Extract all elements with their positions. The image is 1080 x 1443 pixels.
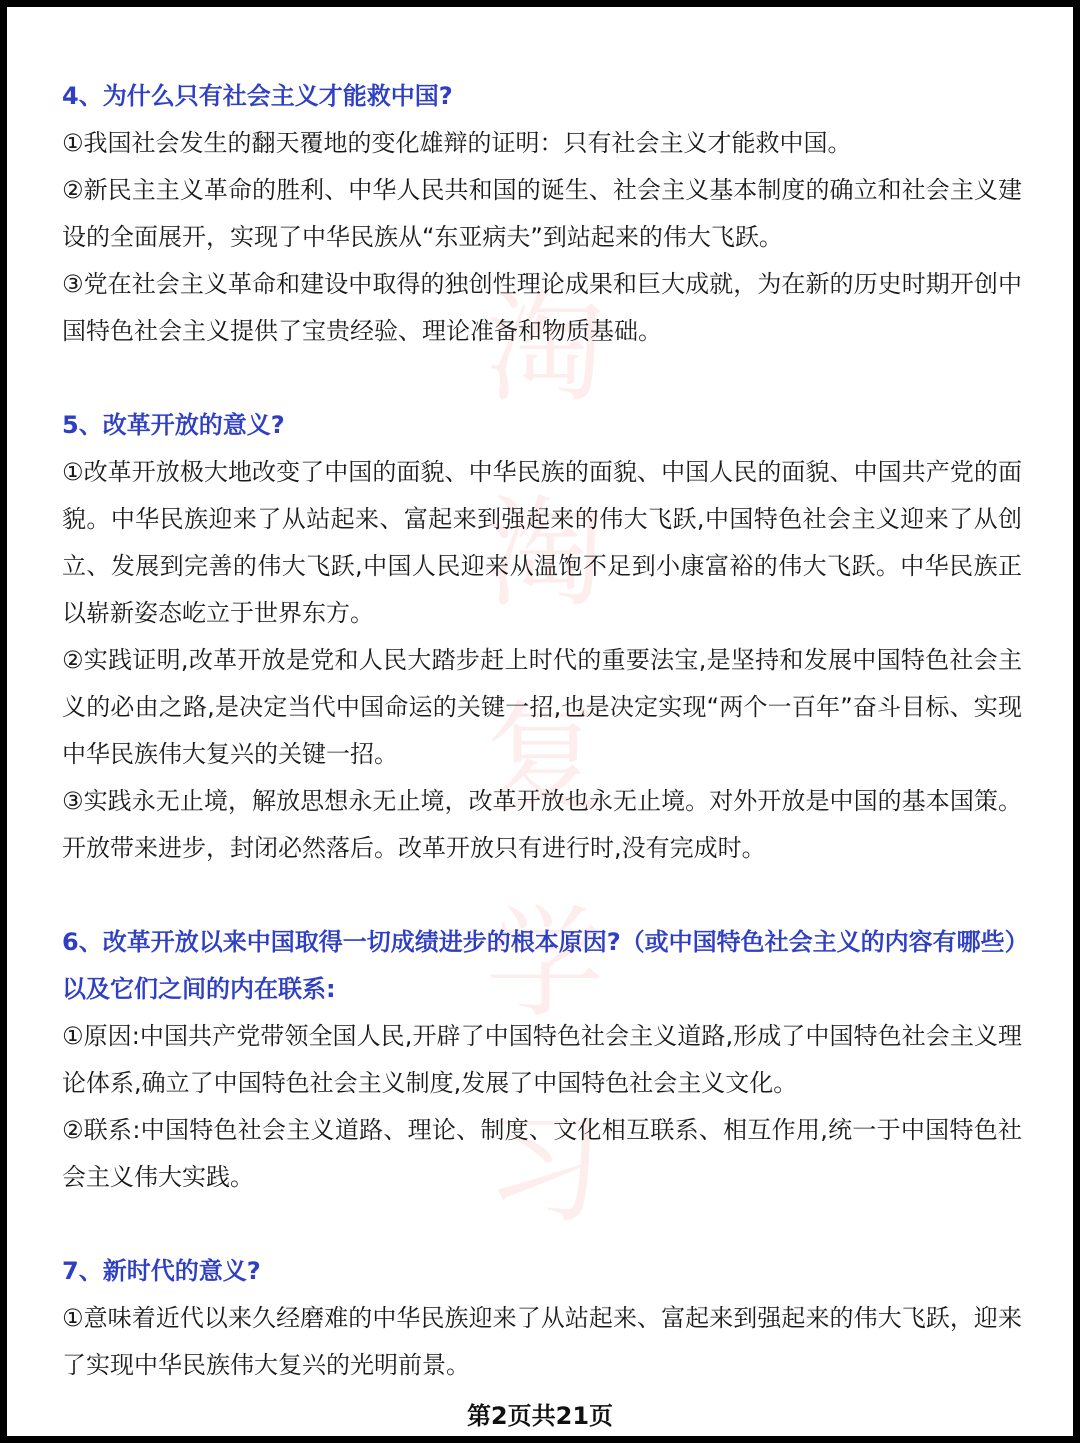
document-content [62, 73, 1022, 1389]
section-q5 [62, 402, 1022, 872]
section-heading: 4、为什么只有社会主义才能救中国? [62, 82, 453, 110]
page-number: 第2页共21页 [466, 1402, 614, 1430]
section-q7 [62, 1248, 1022, 1389]
paragraph: ③实践永无止境，解放思想永无止境，改革开放也永无止境。对外开放是中国的基本国策。开放带来进步，封闭必然落后。改革开放只有进行时,没有完成时。 [62, 787, 1022, 862]
section-heading: 7、新时代的意义? [62, 1257, 261, 1285]
watermark-char: 习 [485, 1100, 605, 1239]
paragraph: ②联系:中国特色社会主义道路、理论、制度、文化相互联系、相互作用,统一于中国特色社会主义伟大实践。 [62, 1116, 1022, 1191]
watermark-char: 淘 [485, 485, 605, 624]
section-q6 [62, 919, 1022, 1201]
paragraph: ①我国社会发生的翻天覆地的变化雄辩的证明：只有社会主义才能救中国。 [62, 129, 852, 157]
section-heading: 6、改革开放以来中国取得一切成绩进步的根本原因?（或中国特色社会主义的内容有哪些）以及它们之间的内在联系: [62, 928, 1017, 1003]
watermark-char: 学 [485, 895, 605, 1034]
watermark-char: 淘 [485, 280, 605, 419]
paragraph: ③党在社会主义革命和建设中取得的独创性理论成果和巨大成就，为在新的历史时期开创中国特色社会主义提供了宝贵经验、理论准备和物质基础。 [62, 270, 1022, 345]
section-q4 [62, 73, 1022, 355]
paragraph: ①改革开放极大地改变了中国的面貌、中华民族的面貌、中国人民的面貌、中国共产党的面貌。中华民族迎来了从站起来、富起来到强起来的伟大飞跃,中国特色社会主义迎来了从创立、发展到完善的伟大飞跃,中国人民迎来从温饱不足到小康富裕的伟大飞跃。中华民族正以崭新姿态屹立于世界东方。 [62, 458, 1022, 627]
watermark-char: 复 [485, 690, 605, 829]
section-heading: 5、改革开放的意义? [62, 411, 285, 439]
paragraph: ①原因:中国共产党带领全国人民,开辟了中国特色社会主义道路,形成了中国特色社会主义理论体系,确立了中国特色社会主义制度,发展了中国特色社会主义文化。 [62, 1022, 1022, 1097]
paragraph: ②新民主主义革命的胜利、中华人民共和国的诞生、社会主义基本制度的确立和社会主义建设的全面展开，实现了中华民族从“东亚病夫”到站起来的伟大飞跃。 [62, 176, 1022, 251]
paragraph: ②实践证明,改革开放是党和人民大踏步赶上时代的重要法宝,是坚持和发展中国特色社会主义的必由之路,是决定当代中国命运的关键一招,也是决定实现“两个一百年”奋斗目标、实现中华民族伟大复兴的关键一招。 [62, 646, 1022, 768]
paragraph: ①意味着近代以来久经磨难的中华民族迎来了从站起来、富起来到强起来的伟大飞跃，迎来了实现中华民族伟大复兴的光明前景。 [62, 1304, 1022, 1379]
